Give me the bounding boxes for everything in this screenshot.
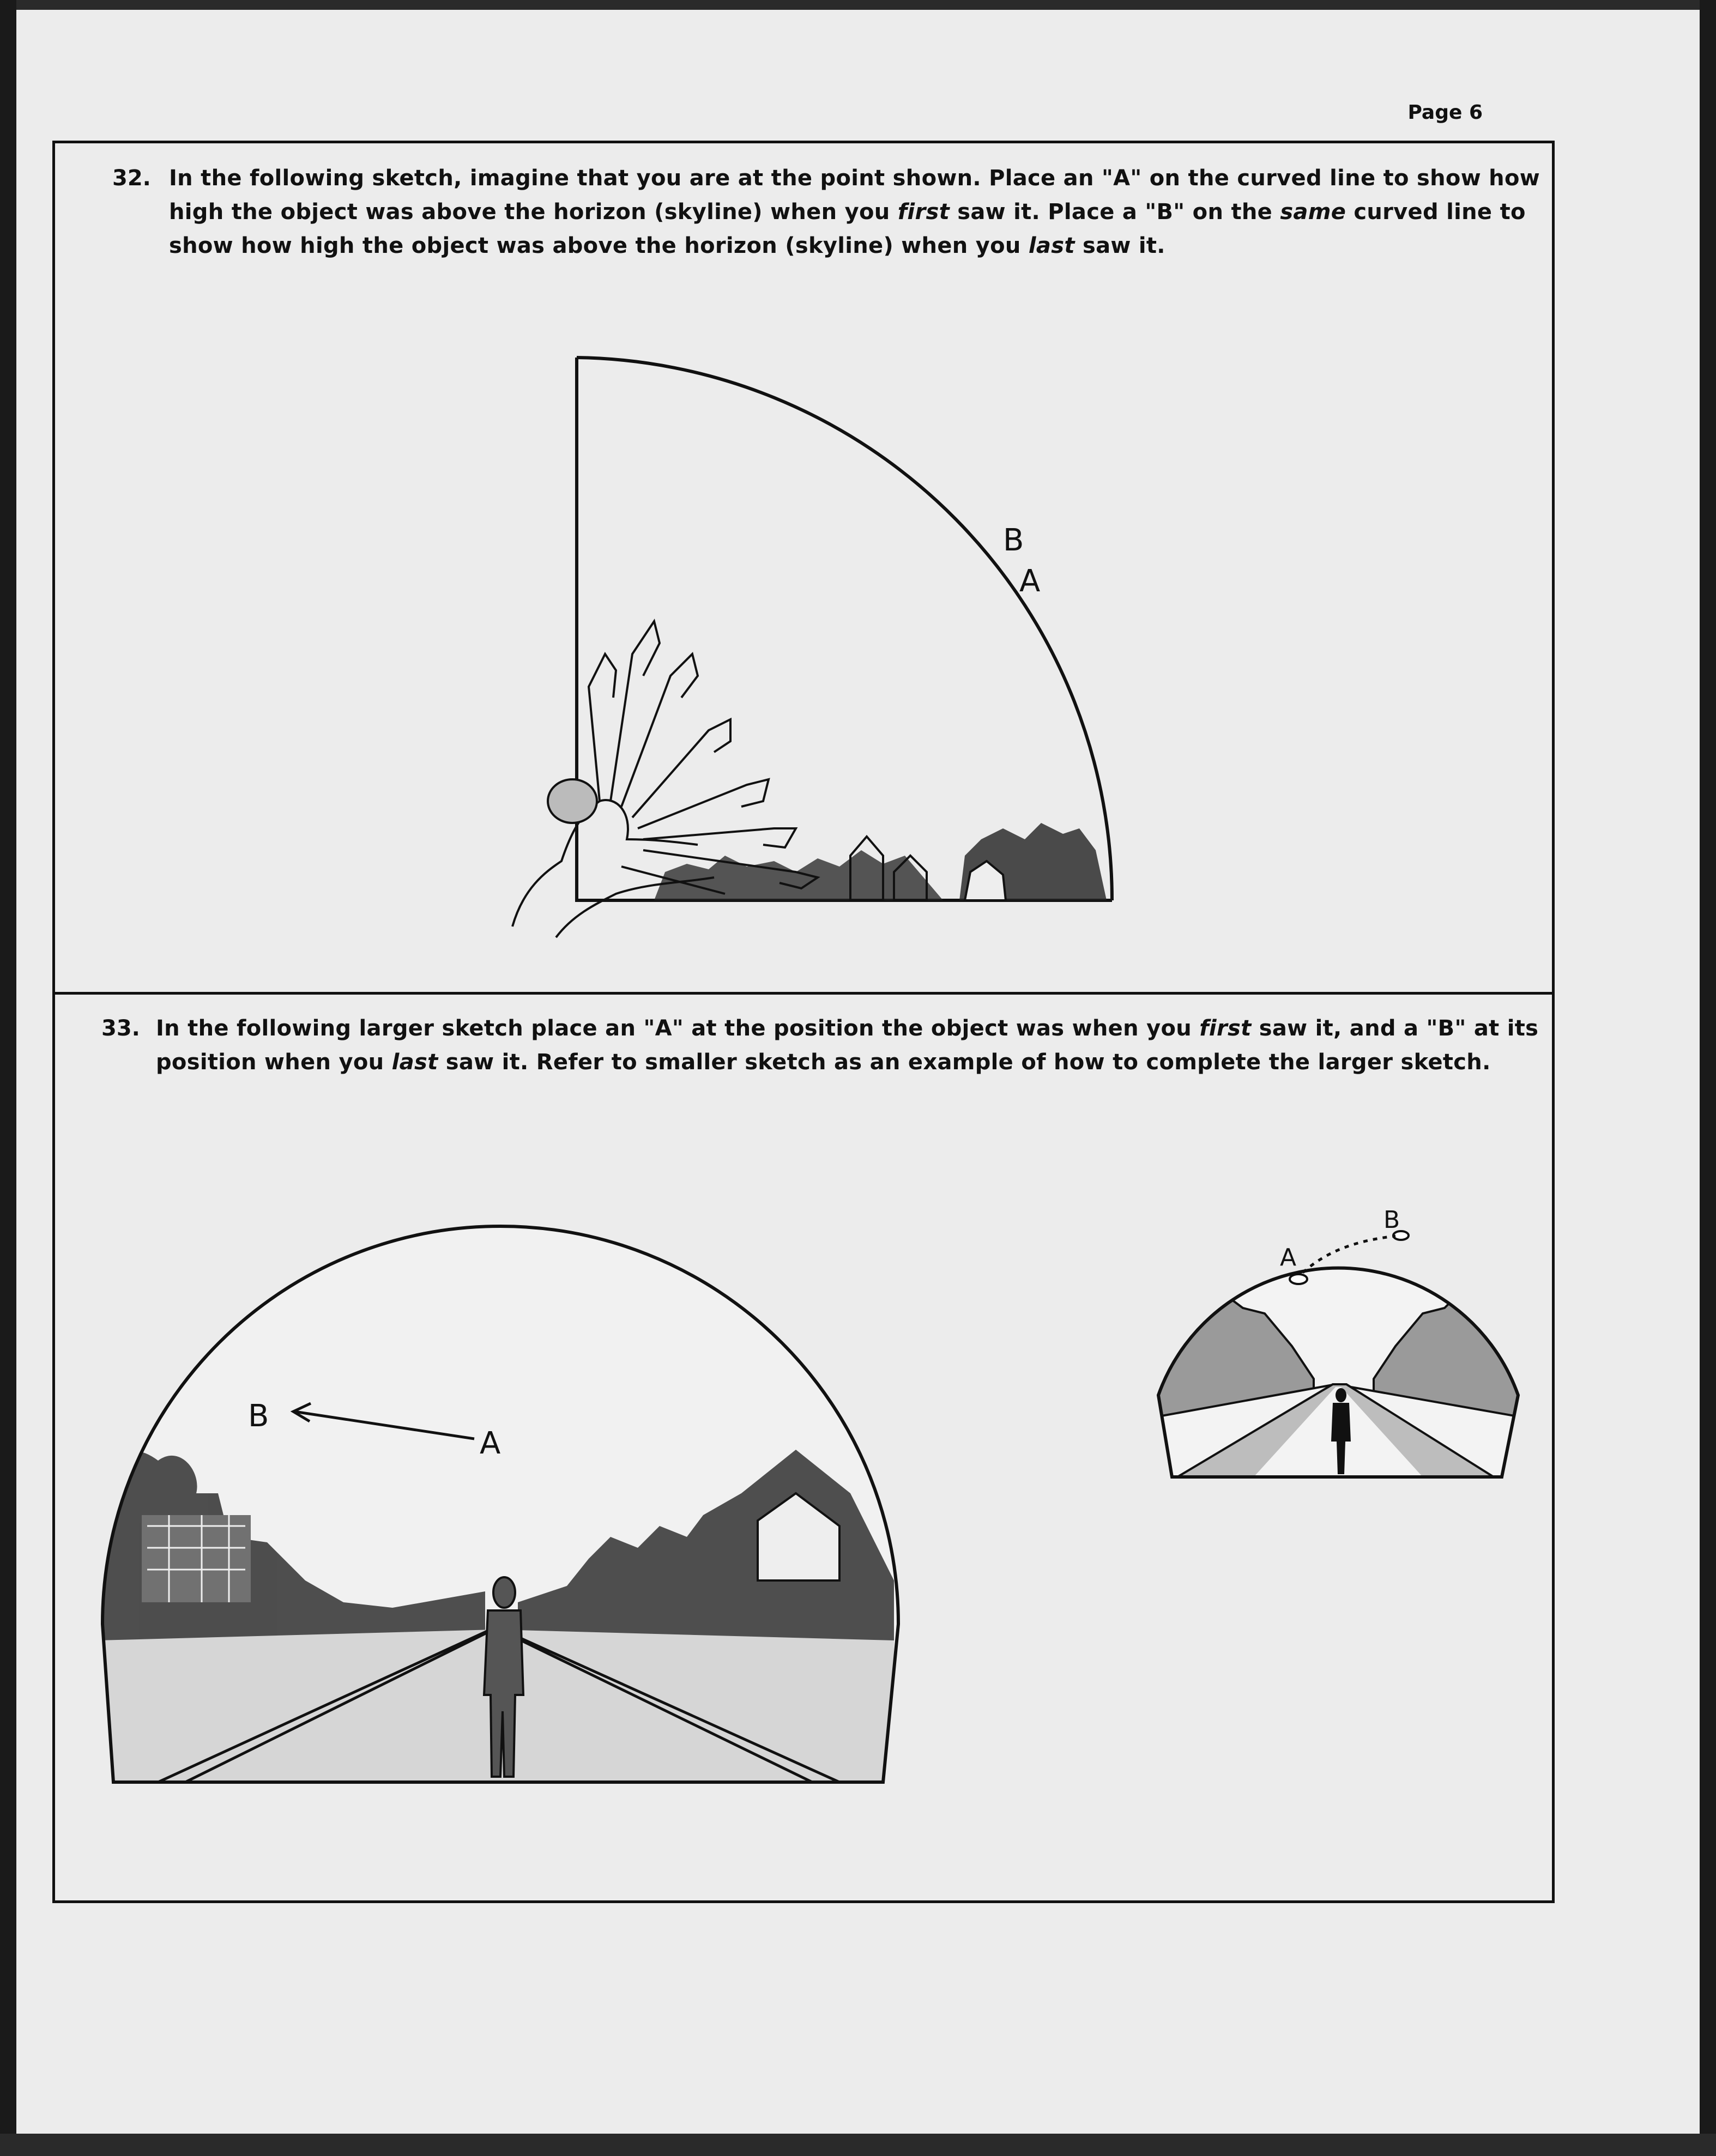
scan-bottom-edge xyxy=(0,2134,1716,2156)
q33-large-mark-b: B xyxy=(248,1398,269,1434)
q32-line-1: In the following sketch, imagine that you are at the point shown. Place an "A" on the curved line to show how xyxy=(169,166,1540,191)
question-divider xyxy=(52,992,1555,995)
q32-quarter-circle-sketch xyxy=(491,349,1134,948)
scan-top-edge xyxy=(0,0,1716,10)
scan-left-edge xyxy=(0,0,16,2156)
q33-example-mark-b: B xyxy=(1383,1206,1400,1234)
q33-instructions xyxy=(156,1012,1551,1079)
example-object-a-icon xyxy=(1290,1274,1307,1284)
q33-line-1: In the following larger sketch place an "A" at the position the object was when you first saw it, and a "B" at its xyxy=(156,1016,1539,1041)
q33-large-sketch xyxy=(87,1188,905,1788)
scan-right-edge xyxy=(1700,0,1716,2156)
q32-instructions xyxy=(169,161,1543,263)
q32-line-3: show how high the object was above the horizon (skyline) when you last saw it. xyxy=(169,233,1165,258)
q33-example-sketch xyxy=(1117,1188,1532,1482)
page-number: Page 6 xyxy=(1407,101,1483,124)
q32-number: 32. xyxy=(112,166,151,191)
q33-number: 33. xyxy=(101,1016,140,1041)
q33-example-mark-a: A xyxy=(1280,1244,1297,1271)
q32-mark-b: B xyxy=(1003,523,1024,558)
q32-mark-a: A xyxy=(1019,564,1041,599)
q33-line-2: position when you last saw it. Refer to smaller sketch as an example of how to complete the larger sketch. xyxy=(156,1050,1491,1075)
q32-line-2: high the object was above the horizon (skyline) when you first saw it. Place a "B" on the same curved line to xyxy=(169,199,1526,225)
q33-large-mark-a: A xyxy=(480,1426,501,1461)
